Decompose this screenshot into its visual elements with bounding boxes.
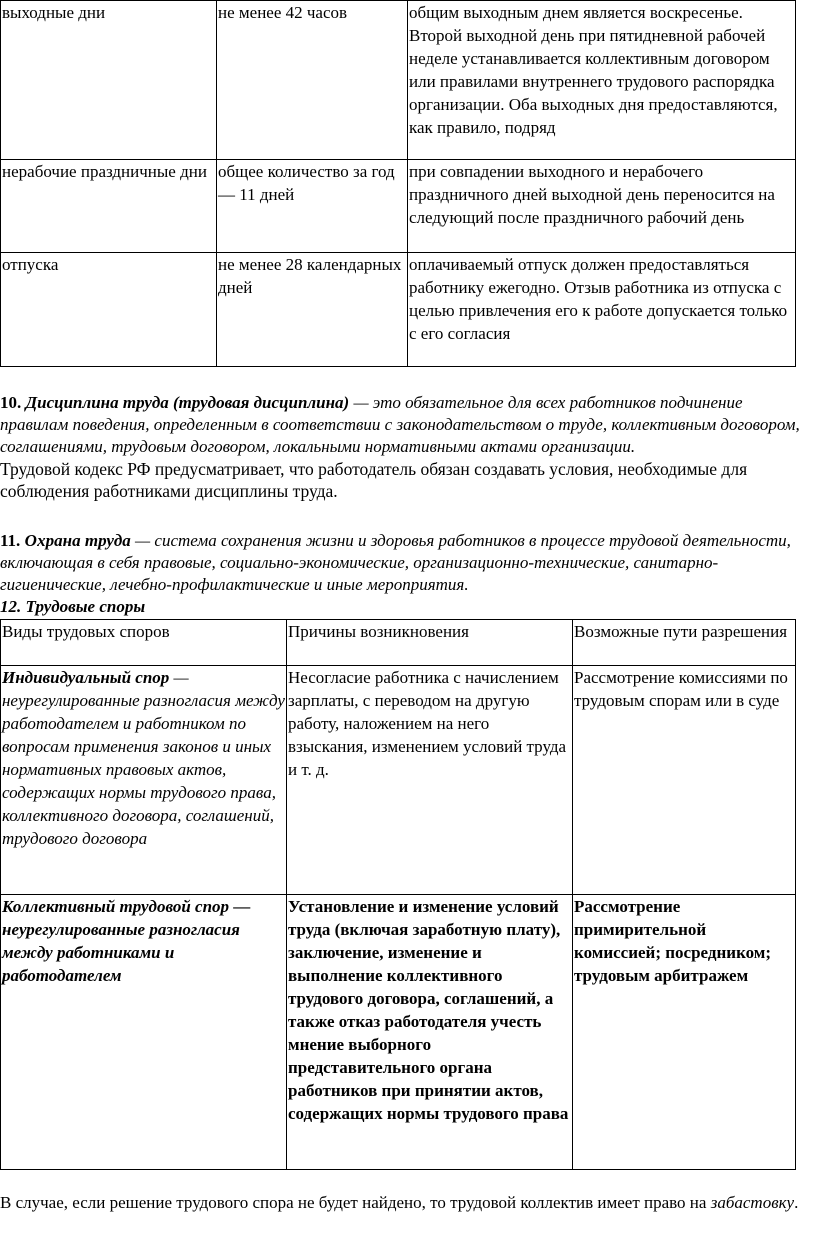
table-row [1,1,796,160]
definition-text: — это обязательное для всех работников подчинение правилам поведения, определенным в соответствии с законодательством о труде, коллективным договором, соглашениями, трудовым договором, локальными нормативными актами организации. [0,393,800,456]
table-header-row [1,620,796,666]
table-cell: общим выходным днем является воскресенье. Второй выходной день при пятидневной рабочей неделе устанавливается коллективным договором или правилами внутреннего трудового распорядка организации. Оба выходных дня предоставляются, как правило, подряд [408,1,796,160]
table-cell: общее количество за год — 11 дней [217,160,408,253]
dispute-type-term: Коллективный трудовой спор [2,897,230,916]
discipline-definition [0,392,800,458]
dispute-resolution-cell: Рассмотрение комиссиями по трудовым спорам или в суде [573,666,796,895]
closing-sentence: В случае, если решение трудового спора не будет найдено, то трудовой коллектив имеет право на [0,1193,711,1212]
table-row [1,253,796,367]
section-10 [0,392,800,502]
section-heading: 12. Трудовые споры [0,597,146,616]
table-cell: выходные дни [1,1,217,160]
column-header: Возможные пути разрешения [573,620,796,666]
column-header: Причины возникновения [287,620,573,666]
definition-text: — система сохранения жизни и здоровья работников в процессе трудовой деятельности, включающая в себя правовые, социально-экономические, организационно-технические, санитарно-гигиенические, лечебно-профилактические и иные мероприятия. [0,531,791,594]
section-number: 11. [0,531,21,550]
table-row [1,895,796,1170]
closing-period: . [794,1193,799,1212]
term: Охрана труда [24,531,131,550]
dispute-resolution-cell: Рассмотрение примирительной комиссией; посредником; трудовым арбитражем [573,895,796,1170]
dispute-causes-cell: Несогласие работника с начислением зарплаты, с переводом на другую работу, наложением на него взыскания, изменением условий труда и т. д. [287,666,573,895]
dispute-type-description: — неурегулированные разногласия между работниками и работодателем [2,897,251,985]
table-cell: оплачиваемый отпуск должен предоставляться работнику ежегодно. Отзыв работника из отпуска с целью привлечения его к работе допускается только с его согласия [408,253,796,367]
labor-protection-definition [0,530,800,596]
table-cell: не менее 28 календарных дней [217,253,408,367]
strike-emphasis: забастовку [710,1193,795,1212]
section-11 [0,530,800,618]
table-cell: отпуска [1,253,217,367]
section-number: 10. [0,393,22,412]
dispute-type-cell [1,895,287,1170]
table-cell: не менее 42 часов [217,1,408,160]
closing-paragraph [0,1192,800,1214]
dispute-type-term: Индивидуальный спор [2,668,170,687]
discipline-note: Трудовой кодекс РФ предусматривает, что работодатель обязан создавать условия, необходимые для соблюдения работниками дисциплины труда. [0,459,748,501]
dispute-type-cell [1,666,287,895]
term: Дисциплина труда (трудовая дисциплина) [25,393,350,412]
column-header: Виды трудовых споров [1,620,287,666]
dispute-causes-cell: Установление и изменение условий труда (включая заработную плату), заключение, изменение и выполнение коллективного трудового договора, соглашений, а также отказ работодателя учесть мнение выборного представительного органа работников при принятии актов, содержащих нормы трудового права [287,895,573,1170]
schedule-table [0,0,796,367]
table-row [1,666,796,895]
dispute-type-description: — неурегулированные разногласия между работодателем и работником по вопросам применения законов и иных нормативных правовых актов, содержащих нормы трудового права, коллективного договора, соглашений, трудового договора [2,668,285,848]
table-cell: при совпадении выходного и нерабочего праздничного дней выходной день переносится на следующий после праздничного рабочий день [408,160,796,253]
table-cell: нерабочие праздничные дни [1,160,217,253]
disputes-table [0,619,796,1170]
closing-text [0,1192,800,1214]
table-row [1,160,796,253]
